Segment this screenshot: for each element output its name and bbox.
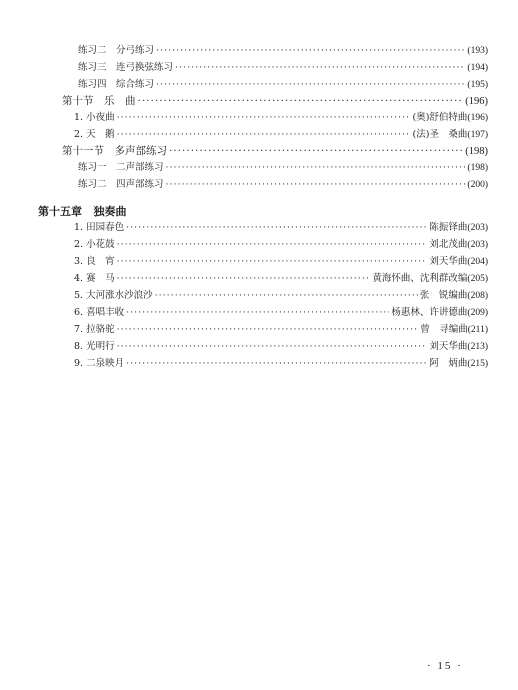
dot-leader (175, 62, 465, 74)
toc-section-10 (62, 95, 488, 107)
entry-author: 刘北茂曲 (429, 239, 468, 250)
toc-entry-exercise-2 (78, 45, 488, 57)
entry-page: (204) (467, 257, 488, 267)
toc-entry-solo-5 (74, 290, 488, 302)
dot-leader (156, 45, 465, 57)
entry-label: 3. 良 宵 (74, 256, 115, 267)
entry-page: (203) (467, 240, 488, 250)
toc-entry-solo-8 (74, 341, 488, 353)
entry-page: (208) (467, 291, 488, 301)
entry-page: (215) (467, 359, 488, 369)
entry-author: 陈振铎曲 (429, 222, 468, 233)
page-number: · 15 · (427, 660, 463, 672)
entry-page: (203) (467, 223, 488, 233)
entry-label: 练习二 分弓练习 (78, 45, 155, 56)
toc-entry-solo-2 (74, 239, 488, 251)
dot-leader (155, 290, 418, 302)
toc-entry-solo-6 (74, 307, 488, 319)
entry-page: (200) (467, 180, 488, 190)
entry-author: 曾 寻编曲 (420, 324, 468, 335)
entry-page: (194) (467, 63, 488, 73)
entry-page: (211) (467, 325, 488, 335)
entry-label: 1. 小夜曲 (74, 112, 115, 123)
dot-leader (117, 273, 371, 285)
entry-page: (195) (467, 80, 488, 90)
dot-leader (126, 307, 389, 319)
dot-leader (169, 145, 463, 157)
toc-entry-solo-7 (74, 324, 488, 336)
entry-page: (209) (467, 308, 488, 318)
entry-label: 2. 天 鹅 (74, 129, 115, 140)
entry-page: (196) (465, 96, 488, 107)
entry-label: 练习四 综合练习 (78, 79, 155, 90)
toc-entry-solo-1 (74, 222, 488, 234)
dot-leader (117, 324, 419, 336)
dot-leader (117, 112, 411, 124)
entry-author: 杨惠林、许讲德曲 (391, 307, 468, 318)
entry-page: (198) (467, 163, 488, 173)
toc-entry-four-part (78, 179, 488, 191)
toc-entry-two-part (78, 162, 488, 174)
toc-entry-exercise-4 (78, 79, 488, 91)
entry-page: (197) (467, 130, 488, 140)
entry-page: (198) (465, 146, 488, 157)
chapter-heading (38, 203, 127, 219)
dot-leader (126, 222, 427, 234)
dot-leader (117, 256, 428, 268)
dot-leader (166, 179, 466, 191)
entry-label: 4. 赛 马 (74, 273, 115, 284)
entry-author: 阿 炳曲 (429, 358, 468, 369)
dot-leader (166, 162, 466, 174)
dot-leader (156, 79, 465, 91)
toc-entry-serenade (74, 112, 488, 124)
entry-page: (196) (467, 113, 488, 123)
toc-section-11 (62, 145, 488, 157)
entry-author: 刘天华曲 (429, 341, 468, 352)
entry-label: 练习一 二声部练习 (78, 162, 164, 173)
entry-page: (193) (467, 46, 488, 56)
section-heading: 第十一节 多声部练习 (62, 145, 167, 157)
dot-leader (117, 341, 428, 353)
entry-author: (奥)舒伯特曲 (412, 112, 468, 123)
entry-label: 2. 小花鼓 (74, 239, 115, 250)
chapter-number: 第十五章 (38, 205, 82, 218)
dot-leader (117, 129, 411, 141)
dot-leader (117, 239, 428, 251)
entry-label: 8. 光明行 (74, 341, 115, 352)
toc-entry-exercise-3 (78, 62, 488, 74)
chapter-title: 独奏曲 (93, 205, 127, 218)
dot-leader (126, 358, 427, 370)
entry-label: 练习三 连弓换弦练习 (78, 62, 174, 73)
entry-label: 练习二 四声部练习 (78, 179, 164, 190)
section-heading: 第十节 乐 曲 (62, 95, 136, 107)
toc-entry-solo-3 (74, 256, 488, 268)
entry-label: 5. 大河涨水沙浪沙 (74, 290, 153, 301)
entry-author: 黄海怀曲、沈利群改编 (372, 273, 468, 284)
entry-page: (205) (467, 274, 488, 284)
entry-page: (213) (467, 342, 488, 352)
entry-author: 刘天华曲 (429, 256, 468, 267)
entry-label: 6. 喜唱丰收 (74, 307, 125, 318)
dot-leader (138, 95, 464, 107)
entry-author: 张 锐编曲 (419, 290, 468, 301)
toc-entry-swan (74, 129, 488, 141)
entry-label: 9. 二泉映月 (74, 358, 125, 369)
entry-author: (法)圣 桑曲 (412, 129, 468, 140)
entry-label: 1. 田园春色 (74, 222, 125, 233)
toc-entry-solo-4 (74, 273, 488, 285)
entry-label: 7. 拉骆驼 (74, 324, 115, 335)
toc-entry-solo-9 (74, 358, 488, 370)
